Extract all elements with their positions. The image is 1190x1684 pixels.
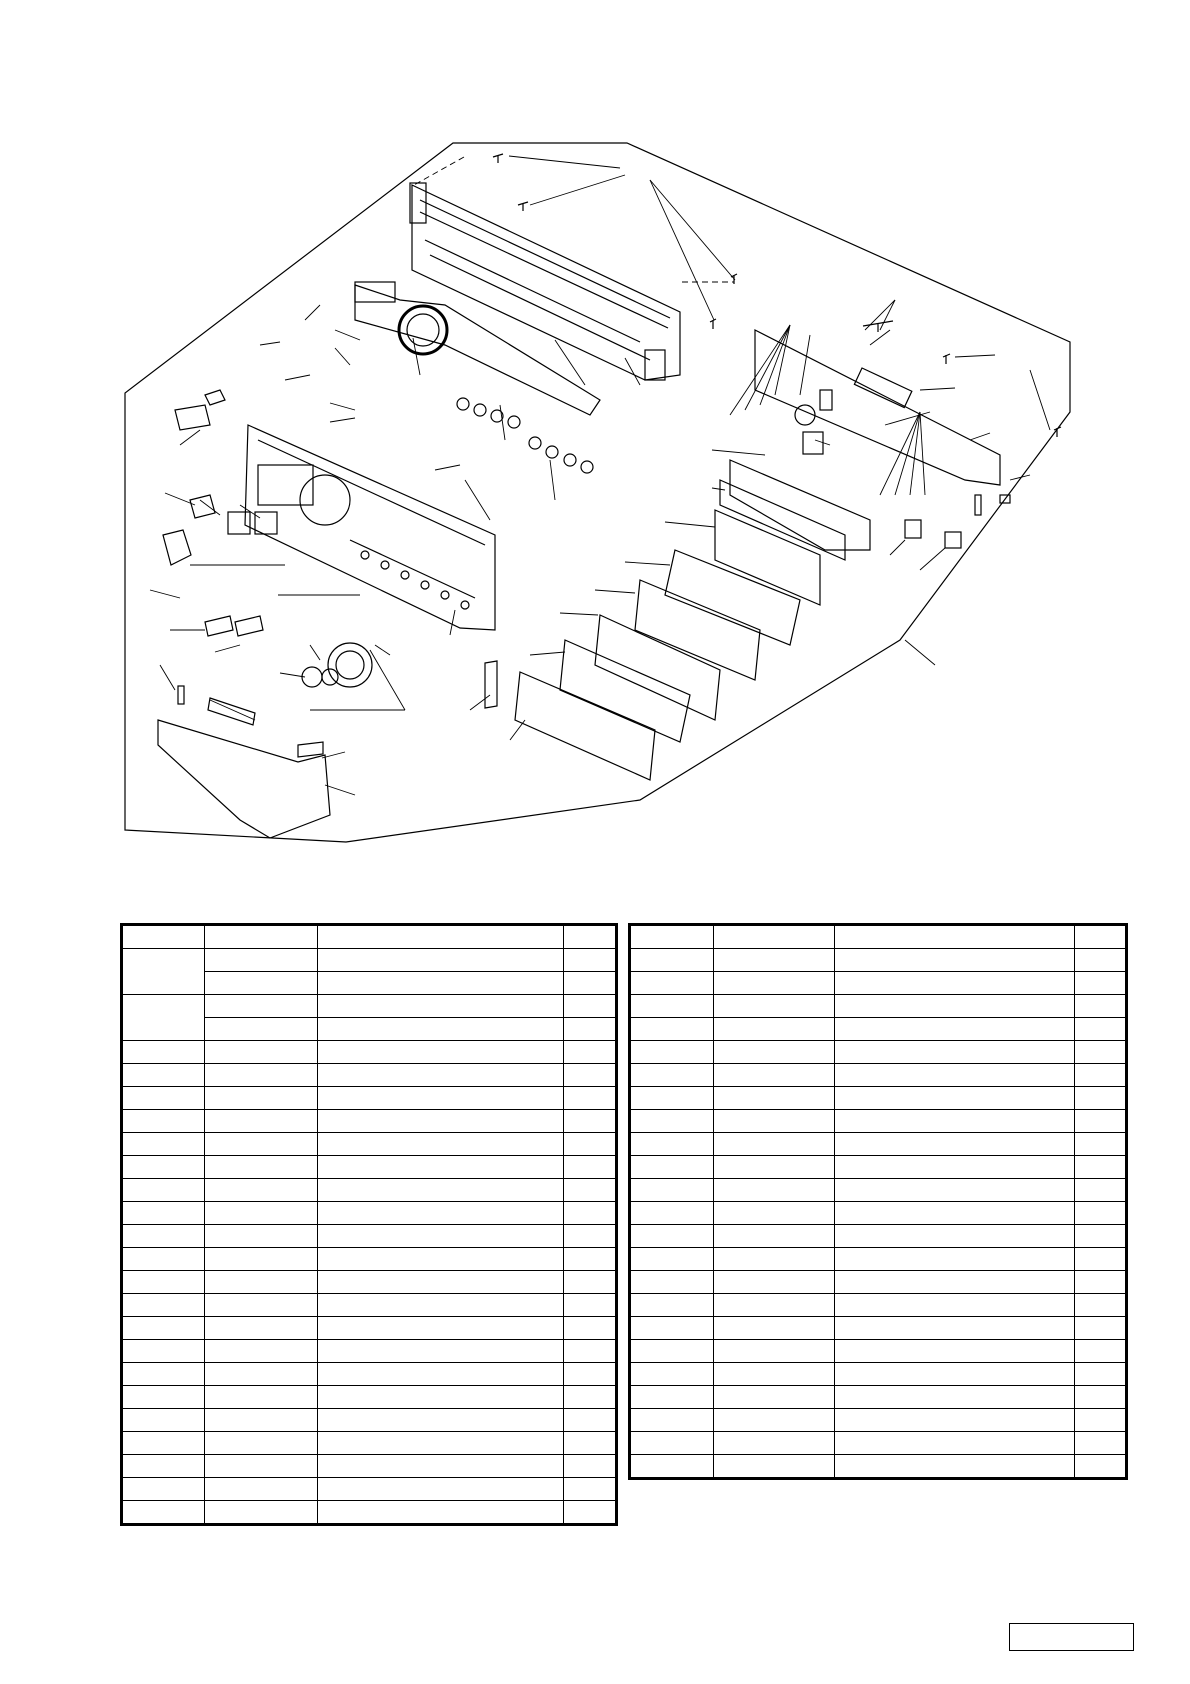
table-row bbox=[122, 995, 617, 1018]
table-row bbox=[122, 1248, 617, 1271]
parts-table-right bbox=[628, 923, 1128, 1480]
leader-lines bbox=[150, 300, 1050, 795]
table-row bbox=[122, 1409, 617, 1432]
table-row bbox=[122, 1202, 617, 1225]
table-row bbox=[630, 1156, 1127, 1179]
pcb-board bbox=[755, 330, 1000, 485]
table-row bbox=[630, 1386, 1127, 1409]
knob-ring-bracket bbox=[355, 282, 600, 415]
table-row bbox=[630, 1363, 1127, 1386]
table-row bbox=[630, 1064, 1127, 1087]
table-row bbox=[630, 1179, 1127, 1202]
table-row bbox=[630, 1317, 1127, 1340]
table-row bbox=[122, 1386, 617, 1409]
table-row bbox=[122, 1455, 617, 1478]
table-row bbox=[630, 1432, 1127, 1455]
table-row bbox=[122, 1363, 617, 1386]
table-row bbox=[122, 1110, 617, 1133]
table-row bbox=[630, 1225, 1127, 1248]
table-row bbox=[630, 1340, 1127, 1363]
table-row bbox=[122, 1087, 617, 1110]
table-row bbox=[630, 972, 1127, 995]
table-row bbox=[122, 1156, 617, 1179]
table-row bbox=[630, 1087, 1127, 1110]
table-row bbox=[122, 1133, 617, 1156]
right-small-parts bbox=[803, 321, 1061, 548]
table-row bbox=[122, 1225, 617, 1248]
table-row bbox=[630, 1455, 1127, 1479]
bottom-bezel bbox=[158, 686, 330, 838]
table-row bbox=[630, 1202, 1127, 1225]
table-row bbox=[630, 1041, 1127, 1064]
table-row bbox=[122, 925, 617, 949]
table-row bbox=[630, 925, 1127, 949]
leader-lines-top bbox=[414, 156, 735, 320]
table-row bbox=[122, 1064, 617, 1087]
table-row bbox=[630, 1271, 1127, 1294]
table-row bbox=[122, 1478, 617, 1501]
table-row bbox=[122, 1317, 617, 1340]
table-row bbox=[122, 1340, 617, 1363]
parts-table-left bbox=[120, 923, 618, 1526]
table-row bbox=[122, 1271, 617, 1294]
table-row bbox=[122, 1294, 617, 1317]
table-row bbox=[122, 1041, 617, 1064]
table-row bbox=[630, 1409, 1127, 1432]
rear-chassis-frame bbox=[410, 183, 680, 380]
table-row bbox=[122, 1179, 617, 1202]
table-row bbox=[122, 949, 617, 972]
diagram-boundary bbox=[125, 143, 1070, 842]
front-panel bbox=[245, 425, 495, 630]
table-row bbox=[630, 949, 1127, 972]
table-row bbox=[630, 1110, 1127, 1133]
table-row bbox=[122, 1501, 617, 1525]
table-row bbox=[630, 1133, 1127, 1156]
table-row bbox=[630, 995, 1127, 1018]
table-row bbox=[630, 1294, 1127, 1317]
display-layers bbox=[485, 460, 870, 780]
table-row bbox=[122, 1432, 617, 1455]
page-number-box bbox=[1009, 1623, 1134, 1651]
table-row bbox=[630, 1018, 1127, 1041]
table-row bbox=[630, 1248, 1127, 1271]
knob-buttons-row bbox=[457, 398, 593, 473]
